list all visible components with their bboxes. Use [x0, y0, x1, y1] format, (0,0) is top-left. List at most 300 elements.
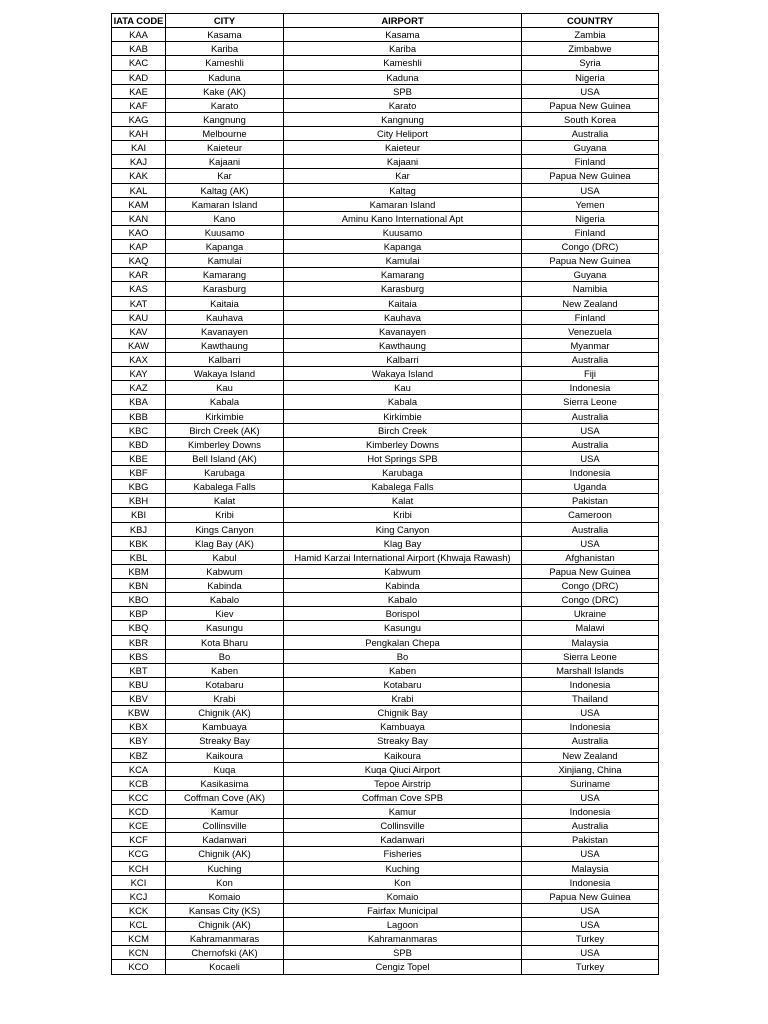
cell-country: Australia [522, 437, 659, 451]
cell-country: USA [522, 183, 659, 197]
cell-iata-code: KAQ [112, 254, 166, 268]
cell-city: Wakaya Island [166, 367, 284, 381]
table-row [112, 663, 659, 677]
cell-airport: Kaikoura [284, 748, 522, 762]
cell-iata-code: KBT [112, 663, 166, 677]
cell-city: Birch Creek (AK) [166, 423, 284, 437]
cell-iata-code: KBP [112, 607, 166, 621]
cell-airport: Komaio [284, 889, 522, 903]
cell-airport: SPB [284, 84, 522, 98]
cell-city: Chignik (AK) [166, 847, 284, 861]
table-row [112, 466, 659, 480]
cell-country: USA [522, 946, 659, 960]
cell-iata-code: KBB [112, 409, 166, 423]
cell-airport: Kajaani [284, 155, 522, 169]
cell-city: Chernofski (AK) [166, 946, 284, 960]
cell-airport: Chignik Bay [284, 706, 522, 720]
cell-city: Melbourne [166, 127, 284, 141]
cell-iata-code: KBV [112, 692, 166, 706]
cell-city: Kuching [166, 861, 284, 875]
cell-iata-code: KBJ [112, 522, 166, 536]
table-row [112, 268, 659, 282]
cell-country: Venezuela [522, 324, 659, 338]
cell-airport: Kaben [284, 663, 522, 677]
cell-airport: Wakaya Island [284, 367, 522, 381]
table-row [112, 550, 659, 564]
table-row [112, 42, 659, 56]
cell-airport: Aminu Kano International Apt [284, 211, 522, 225]
cell-country: Australia [522, 819, 659, 833]
cell-iata-code: KBR [112, 635, 166, 649]
cell-country: Myanmar [522, 338, 659, 352]
cell-country: Nigeria [522, 211, 659, 225]
cell-iata-code: KBD [112, 437, 166, 451]
cell-country: Indonesia [522, 677, 659, 691]
table-row [112, 70, 659, 84]
cell-airport: Kimberley Downs [284, 437, 522, 451]
table-row [112, 494, 659, 508]
cell-city: Kotabaru [166, 677, 284, 691]
cell-country: Nigeria [522, 70, 659, 84]
table-row [112, 409, 659, 423]
cell-airport: Kavanayen [284, 324, 522, 338]
cell-city: Bell Island (AK) [166, 451, 284, 465]
table-row [112, 889, 659, 903]
cell-airport: King Canyon [284, 522, 522, 536]
cell-airport: Borispol [284, 607, 522, 621]
cell-airport: Kaduna [284, 70, 522, 84]
cell-iata-code: KAU [112, 310, 166, 324]
table-row [112, 183, 659, 197]
table-row [112, 734, 659, 748]
cell-country: USA [522, 790, 659, 804]
table-row [112, 833, 659, 847]
cell-airport: Fisheries [284, 847, 522, 861]
cell-city: Karasburg [166, 282, 284, 296]
table-row [112, 324, 659, 338]
cell-country: Finland [522, 155, 659, 169]
table-row [112, 819, 659, 833]
cell-iata-code: KBA [112, 395, 166, 409]
cell-city: Kano [166, 211, 284, 225]
cell-city: Kuusamo [166, 225, 284, 239]
cell-country: Congo (DRC) [522, 579, 659, 593]
table-row [112, 635, 659, 649]
cell-airport: Kambuaya [284, 720, 522, 734]
cell-iata-code: KCO [112, 960, 166, 974]
cell-iata-code: KCK [112, 903, 166, 917]
cell-iata-code: KAI [112, 141, 166, 155]
cell-iata-code: KBK [112, 536, 166, 550]
table-row [112, 522, 659, 536]
cell-country: Australia [522, 409, 659, 423]
table-row [112, 706, 659, 720]
cell-city: Komaio [166, 889, 284, 903]
cell-city: Kasungu [166, 621, 284, 635]
cell-country: Marshall Islands [522, 663, 659, 677]
cell-country: Sierra Leone [522, 649, 659, 663]
cell-airport: Kaieteur [284, 141, 522, 155]
table-row [112, 28, 659, 42]
cell-city: Kabalo [166, 593, 284, 607]
cell-city: Kalbarri [166, 353, 284, 367]
cell-iata-code: KAC [112, 56, 166, 70]
cell-country: Suriname [522, 776, 659, 790]
table-row [112, 960, 659, 974]
cell-airport: SPB [284, 946, 522, 960]
cell-city: Streaky Bay [166, 734, 284, 748]
cell-city: Karato [166, 98, 284, 112]
cell-airport: Kau [284, 381, 522, 395]
table-row [112, 296, 659, 310]
cell-city: Kocaeli [166, 960, 284, 974]
cell-iata-code: KCL [112, 918, 166, 932]
cell-airport: Karato [284, 98, 522, 112]
cell-country: Guyana [522, 141, 659, 155]
cell-city: Kariba [166, 42, 284, 56]
table-row [112, 593, 659, 607]
cell-city: Kaben [166, 663, 284, 677]
cell-country: New Zealand [522, 748, 659, 762]
cell-country: Papua New Guinea [522, 169, 659, 183]
table-row [112, 579, 659, 593]
cell-country: Turkey [522, 932, 659, 946]
table-row [112, 875, 659, 889]
table-row [112, 282, 659, 296]
cell-country: South Korea [522, 112, 659, 126]
cell-airport: Kar [284, 169, 522, 183]
table-row [112, 861, 659, 875]
cell-iata-code: KCJ [112, 889, 166, 903]
cell-iata-code: KAW [112, 338, 166, 352]
table-row [112, 338, 659, 352]
cell-city: Bo [166, 649, 284, 663]
cell-iata-code: KCM [112, 932, 166, 946]
cell-airport: Kabala [284, 395, 522, 409]
cell-airport: Kuqa Qiuci Airport [284, 762, 522, 776]
cell-city: Kawthaung [166, 338, 284, 352]
table-row [112, 112, 659, 126]
cell-airport: Kabinda [284, 579, 522, 593]
cell-city: Kasikasima [166, 776, 284, 790]
cell-city: Kambuaya [166, 720, 284, 734]
table-row [112, 508, 659, 522]
cell-iata-code: KBN [112, 579, 166, 593]
cell-country: Namibia [522, 282, 659, 296]
cell-country: Congo (DRC) [522, 593, 659, 607]
cell-country: Finland [522, 225, 659, 239]
table-row [112, 932, 659, 946]
cell-city: Kamarang [166, 268, 284, 282]
cell-airport: Karasburg [284, 282, 522, 296]
cell-country: Sierra Leone [522, 395, 659, 409]
cell-iata-code: KBC [112, 423, 166, 437]
cell-iata-code: KAR [112, 268, 166, 282]
cell-iata-code: KBS [112, 649, 166, 663]
cell-country: Uganda [522, 480, 659, 494]
cell-country: USA [522, 84, 659, 98]
cell-iata-code: KAJ [112, 155, 166, 169]
cell-city: Kuqa [166, 762, 284, 776]
cell-city: Kaduna [166, 70, 284, 84]
cell-country: USA [522, 918, 659, 932]
cell-country: USA [522, 706, 659, 720]
table-row [112, 367, 659, 381]
cell-city: Kaieteur [166, 141, 284, 155]
cell-airport: Hamid Karzai International Airport (Khwaja Rawash) [284, 550, 522, 564]
cell-country: Malaysia [522, 861, 659, 875]
cell-city: Kabinda [166, 579, 284, 593]
cell-iata-code: KBY [112, 734, 166, 748]
cell-airport: Kauhava [284, 310, 522, 324]
cell-iata-code: KBF [112, 466, 166, 480]
cell-iata-code: KCG [112, 847, 166, 861]
cell-city: Kavanayen [166, 324, 284, 338]
cell-city: Kansas City (KS) [166, 903, 284, 917]
cell-country: Pakistan [522, 833, 659, 847]
cell-country: Fiji [522, 367, 659, 381]
cell-country: Indonesia [522, 875, 659, 889]
cell-iata-code: KBZ [112, 748, 166, 762]
table-row [112, 677, 659, 691]
cell-iata-code: KBH [112, 494, 166, 508]
cell-iata-code: KAZ [112, 381, 166, 395]
cell-country: USA [522, 903, 659, 917]
cell-country: USA [522, 451, 659, 465]
cell-iata-code: KAE [112, 84, 166, 98]
cell-city: Kamulai [166, 254, 284, 268]
table-row [112, 946, 659, 960]
cell-iata-code: KBI [112, 508, 166, 522]
cell-country: Indonesia [522, 466, 659, 480]
cell-city: Kahramanmaras [166, 932, 284, 946]
cell-iata-code: KAM [112, 197, 166, 211]
table-row [112, 169, 659, 183]
cell-city: Kaitaia [166, 296, 284, 310]
cell-iata-code: KBG [112, 480, 166, 494]
cell-airport: Karubaga [284, 466, 522, 480]
cell-country: Zimbabwe [522, 42, 659, 56]
cell-country: USA [522, 423, 659, 437]
header-iata-code: IATA CODE [112, 14, 166, 28]
cell-country: Pakistan [522, 494, 659, 508]
cell-country: Australia [522, 353, 659, 367]
cell-airport: Pengkalan Chepa [284, 635, 522, 649]
cell-country: Cameroon [522, 508, 659, 522]
cell-iata-code: KBO [112, 593, 166, 607]
cell-airport: Krabi [284, 692, 522, 706]
cell-airport: Cengiz Topel [284, 960, 522, 974]
cell-airport: Kamaran Island [284, 197, 522, 211]
cell-country: Syria [522, 56, 659, 70]
cell-airport: Kuching [284, 861, 522, 875]
cell-airport: Kamarang [284, 268, 522, 282]
cell-city: Kimberley Downs [166, 437, 284, 451]
header-airport: AIRPORT [284, 14, 522, 28]
cell-city: Kota Bharu [166, 635, 284, 649]
cell-country: Malaysia [522, 635, 659, 649]
cell-city: Kamaran Island [166, 197, 284, 211]
cell-country: Papua New Guinea [522, 889, 659, 903]
table-row [112, 564, 659, 578]
cell-city: Kar [166, 169, 284, 183]
cell-city: Kadanwari [166, 833, 284, 847]
cell-iata-code: KBE [112, 451, 166, 465]
cell-iata-code: KAA [112, 28, 166, 42]
cell-country: New Zealand [522, 296, 659, 310]
cell-airport: Kotabaru [284, 677, 522, 691]
cell-iata-code: KAY [112, 367, 166, 381]
cell-iata-code: KCD [112, 805, 166, 819]
table-row [112, 847, 659, 861]
cell-iata-code: KAB [112, 42, 166, 56]
cell-country: Papua New Guinea [522, 98, 659, 112]
cell-city: Kangnung [166, 112, 284, 126]
cell-iata-code: KAT [112, 296, 166, 310]
cell-country: Finland [522, 310, 659, 324]
cell-airport: Kangnung [284, 112, 522, 126]
cell-country: Zambia [522, 28, 659, 42]
table-row [112, 310, 659, 324]
table-row [112, 211, 659, 225]
cell-iata-code: KAF [112, 98, 166, 112]
cell-iata-code: KCE [112, 819, 166, 833]
cell-airport: Collinsville [284, 819, 522, 833]
cell-airport: Kabwum [284, 564, 522, 578]
cell-iata-code: KCF [112, 833, 166, 847]
cell-iata-code: KAD [112, 70, 166, 84]
cell-city: Klag Bay (AK) [166, 536, 284, 550]
cell-airport: Kariba [284, 42, 522, 56]
cell-airport: Kabalo [284, 593, 522, 607]
cell-iata-code: KAV [112, 324, 166, 338]
cell-airport: Kalat [284, 494, 522, 508]
cell-country: Thailand [522, 692, 659, 706]
table-row [112, 748, 659, 762]
cell-country: Xinjiang, China [522, 762, 659, 776]
cell-iata-code: KAN [112, 211, 166, 225]
header-country: COUNTRY [522, 14, 659, 28]
cell-iata-code: KCI [112, 875, 166, 889]
cell-iata-code: KBU [112, 677, 166, 691]
table-row [112, 225, 659, 239]
cell-country: Australia [522, 522, 659, 536]
cell-iata-code: KBQ [112, 621, 166, 635]
table-row [112, 127, 659, 141]
cell-city: Kaikoura [166, 748, 284, 762]
cell-airport: Lagoon [284, 918, 522, 932]
cell-iata-code: KCC [112, 790, 166, 804]
cell-city: Kamur [166, 805, 284, 819]
cell-country: Indonesia [522, 805, 659, 819]
cell-city: Kau [166, 381, 284, 395]
cell-country: Australia [522, 127, 659, 141]
table-row [112, 621, 659, 635]
cell-country: Indonesia [522, 381, 659, 395]
table-row [112, 607, 659, 621]
table-row [112, 141, 659, 155]
cell-iata-code: KCA [112, 762, 166, 776]
cell-city: Kake (AK) [166, 84, 284, 98]
table-row [112, 649, 659, 663]
cell-city: Kalat [166, 494, 284, 508]
cell-airport: Kawthaung [284, 338, 522, 352]
cell-city: Kabwum [166, 564, 284, 578]
cell-airport: Kalbarri [284, 353, 522, 367]
cell-airport: Kameshli [284, 56, 522, 70]
table-row [112, 155, 659, 169]
cell-iata-code: KBL [112, 550, 166, 564]
cell-city: Kirkimbie [166, 409, 284, 423]
cell-city: Kaltag (AK) [166, 183, 284, 197]
cell-city: Kabala [166, 395, 284, 409]
cell-country: Turkey [522, 960, 659, 974]
cell-iata-code: KAK [112, 169, 166, 183]
cell-iata-code: KBW [112, 706, 166, 720]
cell-country: Congo (DRC) [522, 240, 659, 254]
table-row [112, 56, 659, 70]
cell-airport: City Heliport [284, 127, 522, 141]
cell-city: Karubaga [166, 466, 284, 480]
cell-country: USA [522, 847, 659, 861]
table-row [112, 395, 659, 409]
cell-iata-code: KCH [112, 861, 166, 875]
cell-airport: Kaltag [284, 183, 522, 197]
cell-country: Yemen [522, 197, 659, 211]
header-row [112, 14, 659, 28]
cell-country: Malawi [522, 621, 659, 635]
cell-city: Kasama [166, 28, 284, 42]
header-city: CITY [166, 14, 284, 28]
cell-iata-code: KAX [112, 353, 166, 367]
cell-airport: Klag Bay [284, 536, 522, 550]
cell-airport: Kasama [284, 28, 522, 42]
cell-city: Kings Canyon [166, 522, 284, 536]
table-row [112, 762, 659, 776]
table-row [112, 197, 659, 211]
table-row [112, 903, 659, 917]
cell-airport: Kadanwari [284, 833, 522, 847]
cell-airport: Streaky Bay [284, 734, 522, 748]
cell-iata-code: KAH [112, 127, 166, 141]
cell-city: Collinsville [166, 819, 284, 833]
cell-country: Papua New Guinea [522, 254, 659, 268]
cell-iata-code: KAO [112, 225, 166, 239]
cell-country: Afghanistan [522, 550, 659, 564]
cell-city: Kon [166, 875, 284, 889]
iata-airport-table [111, 13, 659, 975]
cell-iata-code: KAP [112, 240, 166, 254]
table-row [112, 98, 659, 112]
cell-iata-code: KAG [112, 112, 166, 126]
table-row [112, 790, 659, 804]
table-row [112, 805, 659, 819]
cell-iata-code: KCN [112, 946, 166, 960]
cell-airport: Kabalega Falls [284, 480, 522, 494]
table-row [112, 240, 659, 254]
cell-airport: Bo [284, 649, 522, 663]
cell-airport: Kamur [284, 805, 522, 819]
table-row [112, 381, 659, 395]
cell-airport: Kirkimbie [284, 409, 522, 423]
cell-iata-code: KAS [112, 282, 166, 296]
cell-airport: Kasungu [284, 621, 522, 635]
table-row [112, 536, 659, 550]
cell-airport: Tepoe Airstrip [284, 776, 522, 790]
cell-city: Chignik (AK) [166, 918, 284, 932]
cell-country: Papua New Guinea [522, 564, 659, 578]
table-row [112, 918, 659, 932]
